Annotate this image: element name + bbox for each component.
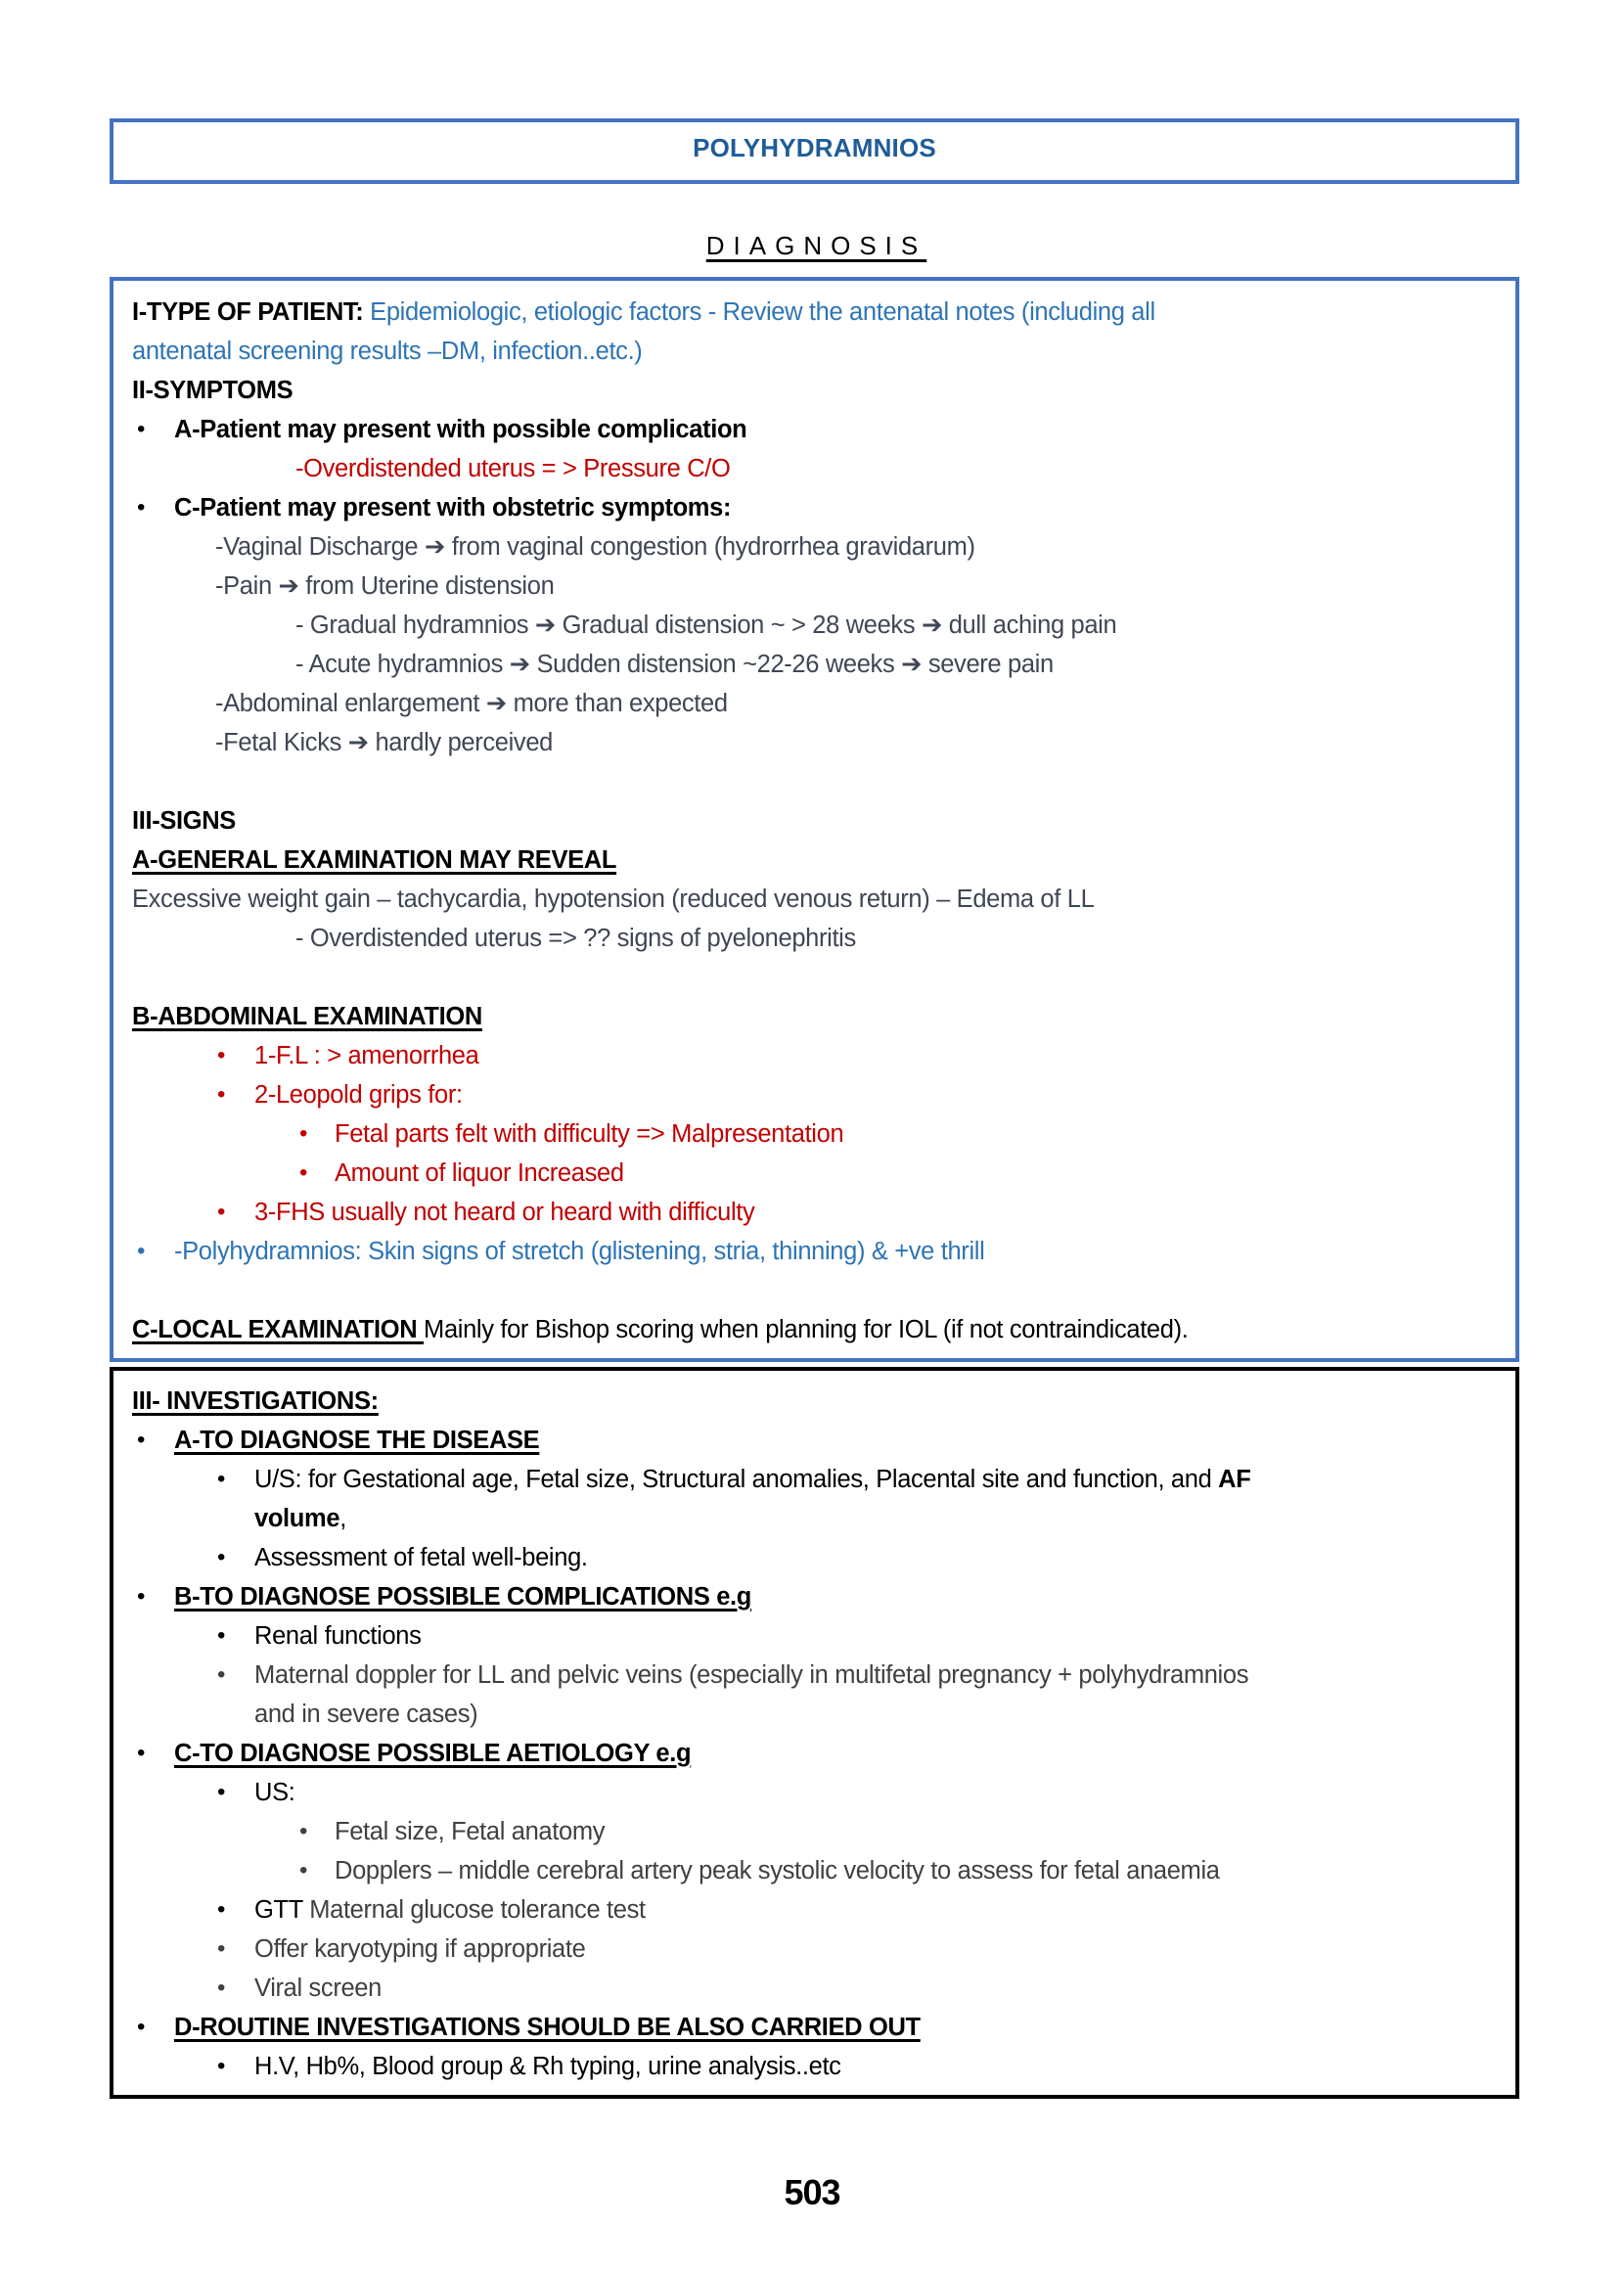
bullet-icon: • [217, 1622, 226, 1649]
type-of-patient-text-cont: antenatal screening results –DM, infection..etc.) [132, 338, 643, 365]
investigation-item: Maternal doppler for LL and pelvic veins (especially in multifetal pregnancy + polyhydramnios [254, 1661, 1249, 1689]
type-of-patient-line [132, 293, 1155, 332]
gtt-text: Maternal glucose tolerance test [302, 1896, 646, 1924]
symptom-item: -Pain ➔ from Uterine distension [215, 572, 555, 600]
abdominal-subitem: Amount of liquor Increased [335, 1159, 624, 1187]
us-text-bold: AF [1218, 1466, 1251, 1493]
abdominal-item: 2-Leopold grips for: [254, 1081, 463, 1109]
bullet-icon: • [217, 1779, 226, 1805]
bullet-icon: • [217, 1661, 226, 1688]
us-text-bold-cont: volume [254, 1505, 340, 1532]
bullet-icon: • [217, 1935, 226, 1962]
page-title: POLYHYDRAMNIOS [693, 133, 936, 162]
bullet-icon: • [217, 1896, 226, 1923]
bullet-icon: • [217, 1975, 226, 2001]
bullet-icon: • [217, 2053, 226, 2079]
bullet-icon: • [299, 1120, 308, 1147]
investigation-item: Renal functions [254, 1622, 422, 1650]
general-exam-text: Excessive weight gain – tachycardia, hypotension (reduced venous return) – Edema of LL [132, 885, 1095, 913]
type-of-patient-label: I-TYPE OF PATIENT: [132, 298, 364, 326]
symptom-item: -Vaginal Discharge ➔ from vaginal congestion (hydrorrhea gravidarum) [215, 533, 975, 561]
symptoms-heading: II-SYMPTOMS [132, 377, 293, 404]
bullet-icon: • [137, 2014, 146, 2040]
investigations-c-heading: C-TO DIAGNOSE POSSIBLE AETIOLOGY e.g [174, 1740, 692, 1767]
symptom-item: - Gradual hydramnios ➔ Gradual distension ~ > 28 weeks ➔ dull aching pain [295, 612, 1117, 639]
investigation-item: US: [254, 1779, 295, 1806]
bullet-icon: • [299, 1818, 308, 1844]
bullet-icon: • [299, 1159, 308, 1186]
symptoms-a-heading: A-Patient may present with possible complication [174, 416, 747, 443]
investigations-b-heading: B-TO DIAGNOSE POSSIBLE COMPLICATIONS e.g [174, 1583, 752, 1611]
diagnosis-box [110, 277, 1519, 1362]
bullet-icon: • [137, 1740, 146, 1766]
polyhydramnios-note: -Polyhydramnios: Skin signs of stretch (glistening, stria, thinning) & +ve thrill [174, 1238, 985, 1265]
investigation-item [254, 1890, 646, 1930]
bullet-icon: • [137, 416, 146, 442]
investigations-heading: III- INVESTIGATIONS: [132, 1387, 379, 1415]
investigation-item: H.V, Hb%, Blood group & Rh typing, urine analysis..etc [254, 2053, 841, 2080]
bullet-icon: • [137, 494, 146, 521]
bullet-icon: • [217, 1544, 226, 1570]
investigation-item-cont: and in severe cases) [254, 1701, 478, 1728]
investigations-d-heading: D-ROUTINE INVESTIGATIONS SHOULD BE ALSO CARRIED OUT [174, 2014, 921, 2041]
section-heading [0, 231, 1624, 261]
abdominal-item: 1-F.L : > amenorrhea [254, 1042, 479, 1069]
signs-heading: III-SIGNS [132, 807, 236, 835]
general-exam-heading: A-GENERAL EXAMINATION MAY REVEAL [132, 846, 617, 874]
symptoms-a-item: -Overdistended uterus = > Pressure C/O [295, 455, 731, 482]
investigation-item-cont [254, 1499, 346, 1538]
investigation-item: Assessment of fetal well-being. [254, 1544, 588, 1571]
investigation-item [254, 1460, 1250, 1499]
us-text-cont: , [339, 1505, 346, 1532]
symptom-item: -Abdominal enlargement ➔ more than expected [215, 690, 728, 717]
abdominal-item: 3-FHS usually not heard or heard with difficulty [254, 1199, 755, 1226]
bullet-icon: • [217, 1199, 226, 1225]
investigation-subitem: Fetal size, Fetal anatomy [335, 1818, 606, 1845]
type-of-patient-text: Epidemiologic, etiologic factors - Review the antenatal notes (including all [363, 298, 1155, 326]
symptoms-c-heading: C-Patient may present with obstetric symptoms: [174, 494, 732, 522]
page-number: 503 [784, 2172, 840, 2212]
abdominal-exam-heading: B-ABDOMINAL EXAMINATION [132, 1003, 482, 1030]
bullet-icon: • [137, 1583, 146, 1610]
investigation-subitem: Dopplers – middle cerebral artery peak systolic velocity to assess for fetal anaemia [335, 1857, 1220, 1884]
symptom-item: -Fetal Kicks ➔ hardly perceived [215, 729, 553, 756]
bullet-icon: • [217, 1042, 226, 1068]
general-exam-subtext: - Overdistended uterus => ?? signs of pyelonephritis [295, 925, 856, 952]
title-box [110, 118, 1519, 184]
investigation-item: Offer karyotyping if appropriate [254, 1935, 586, 1963]
bullet-icon: • [217, 1466, 226, 1492]
investigation-item: Viral screen [254, 1975, 382, 2002]
bullet-icon: • [137, 1238, 146, 1264]
gtt-label: GTT [254, 1896, 303, 1924]
investigations-box [110, 1367, 1519, 2099]
investigations-a-heading: A-TO DIAGNOSE THE DISEASE [174, 1427, 540, 1454]
symptom-item: - Acute hydramnios ➔ Sudden distension ~22-26 weeks ➔ severe pain [295, 651, 1054, 678]
bullet-icon: • [137, 1427, 146, 1453]
abdominal-subitem: Fetal parts felt with difficulty => Malpresentation [335, 1120, 844, 1148]
local-exam-text: Mainly for Bishop scoring when planning for IOL (if not contraindicated). [424, 1316, 1189, 1343]
bullet-icon: • [217, 1081, 226, 1108]
diagnosis-heading-text: DIAGNOSIS [705, 231, 927, 260]
local-exam-heading: C-LOCAL EXAMINATION [132, 1316, 425, 1343]
us-text: U/S: for Gestational age, Fetal size, Structural anomalies, Placental site and function, and [254, 1466, 1219, 1493]
local-exam-line [132, 1310, 1188, 1349]
bullet-icon: • [299, 1857, 308, 1884]
